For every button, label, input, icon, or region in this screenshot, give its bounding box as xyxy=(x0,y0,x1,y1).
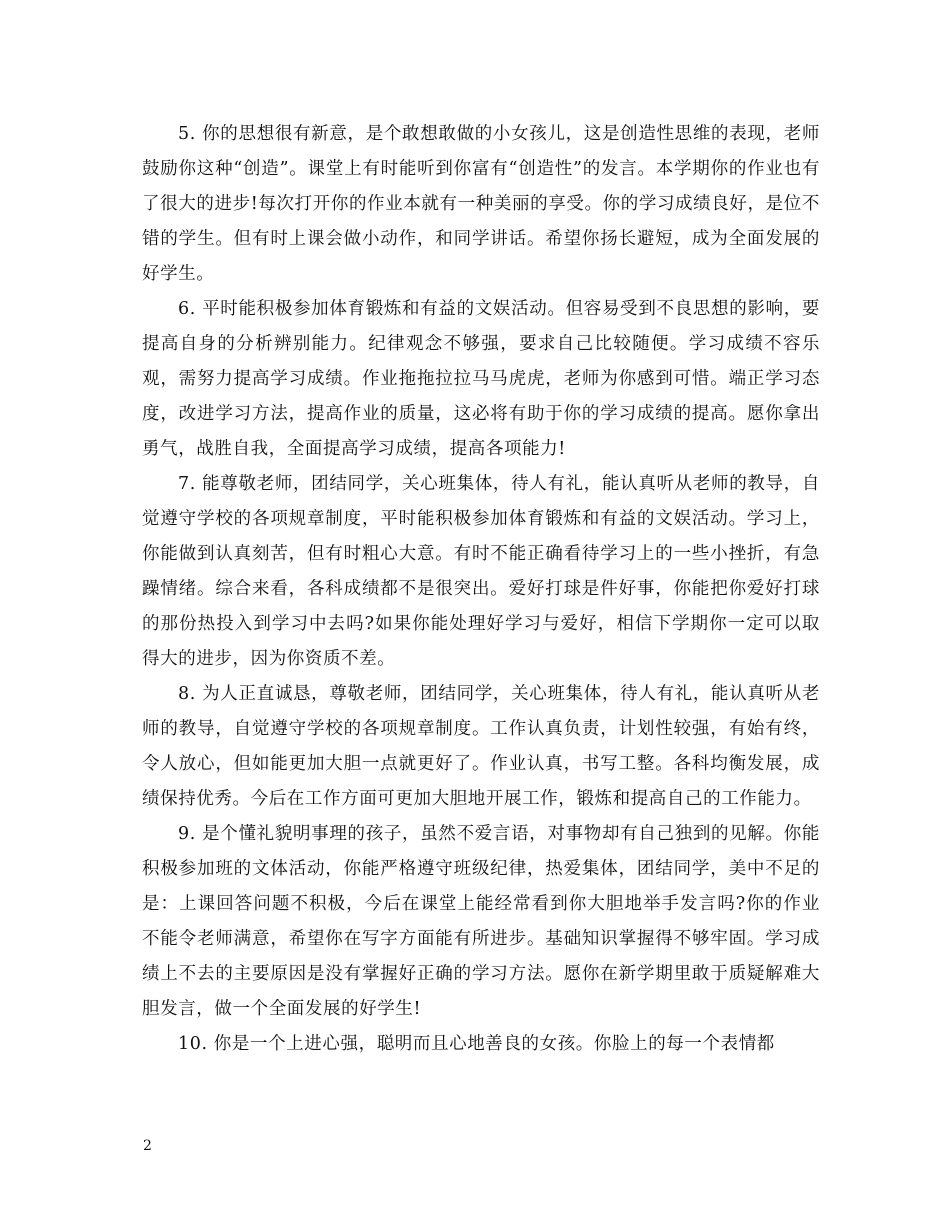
paragraph-comment-5: 5. 你的思想很有新意，是个敢想敢做的小女孩儿，这是创造性思维的表现，老师鼓励你这种“创造”。课堂上有时能听到你富有“创造性”的发言。本学期你的作业也有了很大的进步!每次打开你的作业本就有一种美丽的享受。你的学习成绩良好，是位不错的学生。但有时上课会做小动作，和同学讲话。希望你扬长避短，成为全面发展的好学生。 xyxy=(142,124,820,284)
paragraph-comment-9: 9. 是个懂礼貌明事理的孩子，虽然不爱言语，对事物却有自己独到的见解。你能积极参加班的文体活动，你能严格遵守班级纪律，热爱集体，团结同学，美中不足的是：上课回答问题不积极，今后在课堂上能经常看到你大胆地举手发言吗?你的作业不能令老师满意，希望你在写字方面能有所进步。基础知识掌握得不够牢固。学习成绩上不去的主要原因是没有掌握好正确的学习方法。愿你在新学期里敢于质疑解难大胆发言，做一个全面发展的好学生! xyxy=(142,824,820,1019)
paragraph-comment-7: 7. 能尊敬老师，团结同学，关心班集体，待人有礼，能认真听从老师的教导，自觉遵守学校的各项规章制度，平时能积极参加体育锻炼和有益的文娱活动。学习上，你能做到认真刻苦，但有时粗心大意。有时不能正确看待学习上的一些小挫折，有急躁情绪。综合来看，各科成绩都不是很突出。爱好打球是件好事，你能把你爱好打球的那份热投入到学习中去吗?如果你能处理好学习与爱好，相信下学期你一定可以取得大的进步，因为你资质不差。 xyxy=(142,474,820,669)
paragraph-comment-6: 6. 平时能积极参加体育锻炼和有益的文娱活动。但容易受到不良思想的影响，要提高自身的分析辨别能力。纪律观念不够强，要求自己比较随便。学习成绩不容乐观，需努力提高学习成绩。作业拖拖拉拉马马虎虎，老师为你感到可惜。端正学习态度，改进学习方法，提高作业的质量，这必将有助于你的学习成绩的提高。愿你拿出勇气，战胜自我，全面提高学习成绩，提高各项能力! xyxy=(142,299,820,459)
paragraph-comment-8: 8. 为人正直诚恳，尊敬老师，团结同学，关心班集体，待人有礼，能认真听从老师的教导，自觉遵守学校的各项规章制度。工作认真负责，计划性较强，有始有终，令人放心，但如能更加大胆一点就更好了。作业认真，书写工整。各科均衡发展，成绩保持优秀。今后在工作方面可更加大胆地开展工作，锻炼和提高自己的工作能力。 xyxy=(142,684,820,809)
document-body xyxy=(142,117,820,1062)
paragraph-comment-10: 10. 你是一个上进心强，聪明而且心地善良的女孩。你脸上的每一个表情都 xyxy=(178,1034,775,1054)
page-number: 2 xyxy=(143,1138,152,1154)
